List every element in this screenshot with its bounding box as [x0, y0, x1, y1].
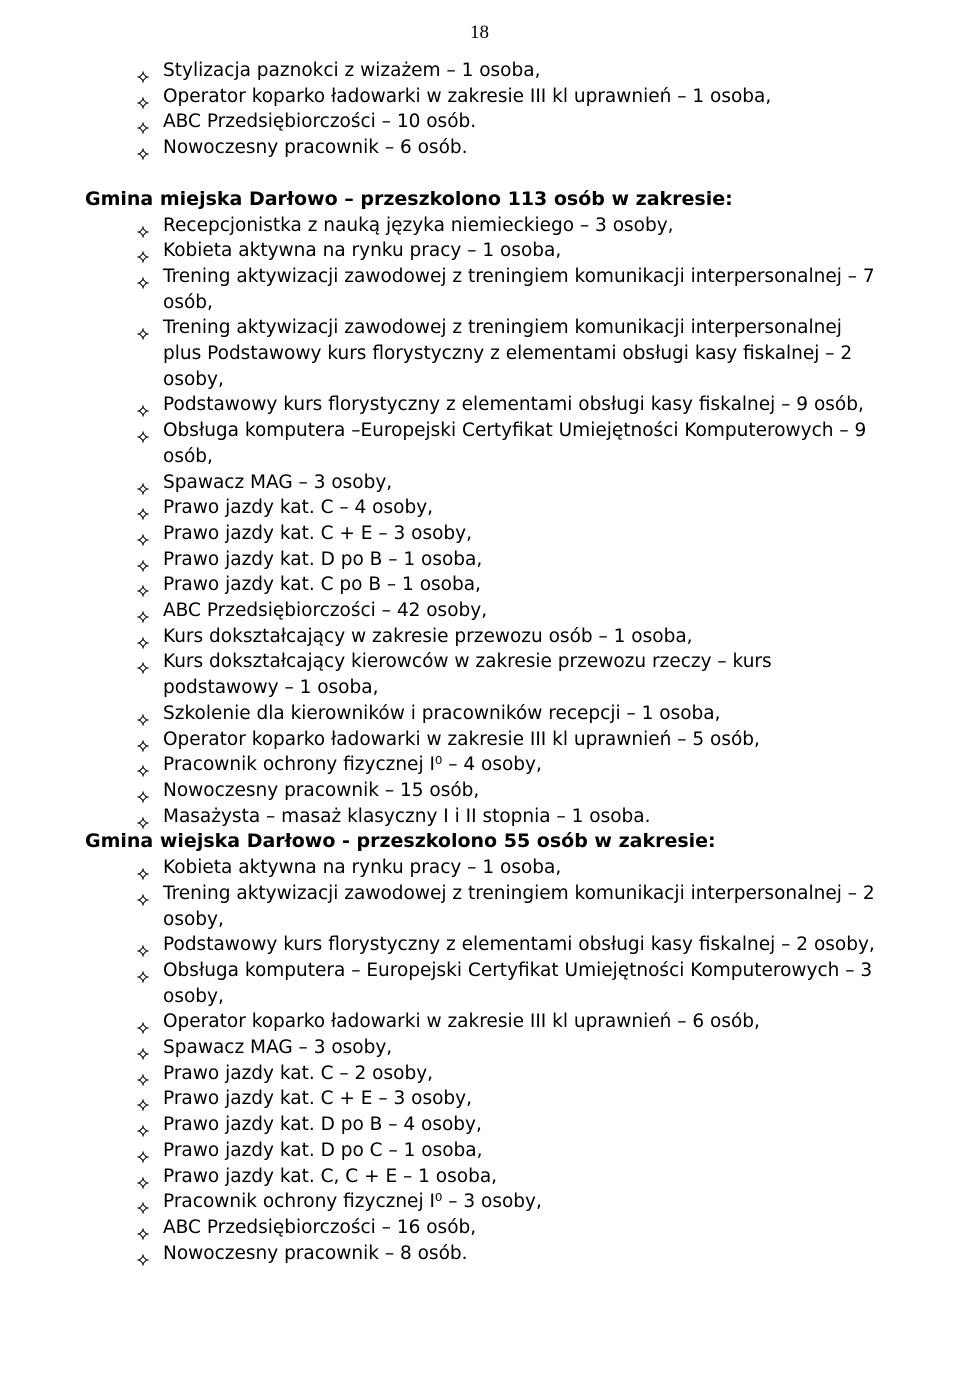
list-item-text: Podstawowy kurs florystyczny z elementami obsługi kasy fiskalnej – 2 osoby,	[163, 934, 875, 956]
list-item-text: Trening aktywizacji zawodowej z treningiem komunikacji interpersonalnej – 2 osoby,	[163, 882, 875, 930]
list-item	[85, 547, 885, 573]
list-item	[85, 264, 885, 315]
list-item	[85, 238, 885, 264]
list-item-text: Nowoczesny pracownik – 8 osób.	[163, 1242, 468, 1264]
list-item-text: Prawo jazdy kat. C – 4 osoby,	[163, 497, 434, 519]
list-item-text: Operator koparko ładowarki w zakresie III kl uprawnień – 5 osób,	[163, 728, 760, 750]
list-item	[85, 135, 885, 161]
diamond-plus-bullet-icon	[137, 1196, 149, 1208]
diamond-plus-bullet-icon	[137, 477, 149, 489]
diamond-plus-bullet-icon	[137, 91, 149, 103]
list-item	[85, 109, 885, 135]
list-item	[85, 470, 885, 496]
list-item	[85, 495, 885, 521]
diamond-plus-bullet-icon	[137, 759, 149, 771]
list-item-text: Prawo jazdy kat. C po B – 1 osoba,	[163, 574, 481, 596]
diamond-plus-bullet-icon	[137, 245, 149, 257]
diamond-plus-bullet-icon	[137, 271, 149, 283]
list-item-text: ABC Przedsiębiorczości – 16 osób,	[163, 1216, 477, 1238]
diamond-plus-bullet-icon	[137, 1248, 149, 1260]
list-item	[85, 932, 885, 958]
list-item-text: Trening aktywizacji zawodowej z treningiem komunikacji interpersonalnej plus Podstawowy kurs florystyczny z elementami obsługi kasy fiskalnej – 2 osoby,	[163, 317, 853, 390]
section-2	[85, 829, 885, 1266]
diamond-plus-bullet-icon	[137, 116, 149, 128]
diamond-plus-bullet-icon	[137, 1222, 149, 1234]
list-item	[85, 572, 885, 598]
list-item	[85, 392, 885, 418]
diamond-plus-bullet-icon	[137, 708, 149, 720]
diamond-plus-bullet-icon	[137, 554, 149, 566]
list-item	[85, 598, 885, 624]
list-item	[85, 1241, 885, 1267]
diamond-plus-bullet-icon	[137, 1016, 149, 1028]
diamond-plus-bullet-icon	[137, 1119, 149, 1131]
list-item-text: Podstawowy kurs florystyczny z elementami obsługi kasy fiskalnej – 9 osób,	[163, 394, 864, 416]
diamond-plus-bullet-icon	[137, 965, 149, 977]
list-item	[85, 778, 885, 804]
list-item	[85, 1035, 885, 1061]
diamond-plus-bullet-icon	[137, 631, 149, 643]
diamond-plus-bullet-icon	[137, 399, 149, 411]
list-item-text: Spawacz MAG – 3 osoby,	[163, 1037, 393, 1059]
list-item-text: Recepcjonistka z nauką języka niemieckiego – 3 osoby,	[163, 214, 674, 236]
page-number: 18	[470, 22, 489, 43]
diamond-plus-bullet-icon	[137, 888, 149, 900]
diamond-plus-bullet-icon	[137, 528, 149, 540]
diamond-plus-bullet-icon	[137, 862, 149, 874]
list-item	[85, 1009, 885, 1035]
list-item-text: Kurs dokształcający kierowców w zakresie przewozu rzeczy – kurs podstawowy – 1 osoba,	[163, 651, 772, 699]
list-item-text: Nowoczesny pracownik – 6 osób.	[163, 137, 468, 159]
list-item	[85, 1112, 885, 1138]
list-item	[85, 958, 885, 1009]
list-item-text: Stylizacja paznokci z wizażem – 1 osoba,	[163, 60, 541, 81]
list-item-text: Kobieta aktywna na rynku pracy – 1 osoba,	[163, 857, 562, 879]
list-item-text: Trening aktywizacji zawodowej z treningiem komunikacji interpersonalnej – 7 osób,	[163, 265, 875, 313]
diamond-plus-bullet-icon	[137, 734, 149, 746]
diamond-plus-bullet-icon	[137, 65, 149, 77]
list-item	[85, 855, 885, 881]
document-body	[85, 58, 885, 1266]
list-item	[85, 58, 885, 84]
list-item	[85, 1086, 885, 1112]
section-heading: Gmina miejska Darłowo – przeszkolono 113 osób w zakresie:	[85, 187, 733, 210]
list-item	[85, 315, 885, 392]
list-item-text: Prawo jazdy kat. C, C + E – 1 osoba,	[163, 1165, 498, 1187]
diamond-plus-bullet-icon	[137, 220, 149, 232]
list-item-text: Szkolenie dla kierowników i pracowników recepcji – 1 osoba,	[163, 702, 721, 724]
diamond-plus-bullet-icon	[137, 142, 149, 154]
list-item-text: Prawo jazdy kat. C – 2 osoby,	[163, 1062, 434, 1084]
diamond-plus-bullet-icon	[137, 1093, 149, 1105]
diamond-plus-bullet-icon	[137, 1068, 149, 1080]
list-item	[85, 84, 885, 110]
list-item-text: Operator koparko ładowarki w zakresie III kl uprawnień – 6 osób,	[163, 1011, 760, 1033]
diamond-plus-bullet-icon	[137, 425, 149, 437]
diamond-plus-bullet-icon	[137, 656, 149, 668]
diamond-plus-bullet-icon	[137, 579, 149, 591]
diamond-plus-bullet-icon	[137, 605, 149, 617]
diamond-plus-bullet-icon	[137, 939, 149, 951]
list-item	[85, 1164, 885, 1190]
list-item-text: Masażysta – masaż klasyczny I i II stopnia – 1 osoba.	[163, 805, 651, 827]
list-item	[85, 418, 885, 469]
list-item	[85, 804, 885, 830]
list-item-text: Kurs dokształcający w zakresie przewozu osób – 1 osoba,	[163, 625, 693, 647]
list-item	[85, 881, 885, 932]
list-item-text: Operator koparko ładowarki w zakresie III kl uprawnień – 1 osoba,	[163, 85, 772, 107]
list-item-text: Prawo jazdy kat. D po C – 1 osoba,	[163, 1139, 483, 1161]
list-item	[85, 752, 885, 778]
section-1	[85, 161, 885, 830]
list-item-text: Spawacz MAG – 3 osoby,	[163, 471, 393, 493]
list-item-text: Prawo jazdy kat. C + E – 3 osoby,	[163, 1088, 472, 1110]
list-item	[85, 521, 885, 547]
list-item	[85, 1138, 885, 1164]
list-item-text: Pracownik ochrony fizycznej I⁰ – 3 osoby,	[163, 1191, 542, 1213]
list-item-text: Prawo jazdy kat. D po B – 4 osoby,	[163, 1114, 482, 1136]
diamond-plus-bullet-icon	[137, 322, 149, 334]
list-item-text: Obsługa komputera – Europejski Certyfikat Umiejętności Komputerowych – 3 osoby,	[163, 959, 873, 1007]
list-item-text: ABC Przedsiębiorczości – 10 osób.	[163, 111, 477, 133]
list-item	[85, 701, 885, 727]
diamond-plus-bullet-icon	[137, 1171, 149, 1183]
list-item-text: Kobieta aktywna na rynku pracy – 1 osoba,	[163, 240, 562, 262]
list-item-text: Prawo jazdy kat. D po B – 1 osoba,	[163, 548, 483, 570]
section-0	[85, 58, 885, 161]
list-item-text: Prawo jazdy kat. C + E – 3 osoby,	[163, 522, 472, 544]
list-item	[85, 624, 885, 650]
list-item	[85, 1215, 885, 1241]
list-item	[85, 727, 885, 753]
list-item	[85, 213, 885, 239]
section-heading: Gmina wiejska Darłowo - przeszkolono 55 osób w zakresie:	[85, 830, 716, 853]
list-item-text: Obsługa komputera –Europejski Certyfikat Umiejętności Komputerowych – 9 osób,	[163, 420, 867, 467]
diamond-plus-bullet-icon	[137, 502, 149, 514]
list-item-text: Pracownik ochrony fizycznej I⁰ – 4 osoby,	[163, 754, 542, 776]
diamond-plus-bullet-icon	[137, 785, 149, 797]
list-item-text: Nowoczesny pracownik – 15 osób,	[163, 779, 480, 801]
diamond-plus-bullet-icon	[137, 1042, 149, 1054]
list-item	[85, 1189, 885, 1215]
list-item-text: ABC Przedsiębiorczości – 42 osoby,	[163, 600, 488, 622]
diamond-plus-bullet-icon	[137, 811, 149, 823]
list-item	[85, 1061, 885, 1087]
diamond-plus-bullet-icon	[137, 1145, 149, 1157]
list-item	[85, 649, 885, 700]
